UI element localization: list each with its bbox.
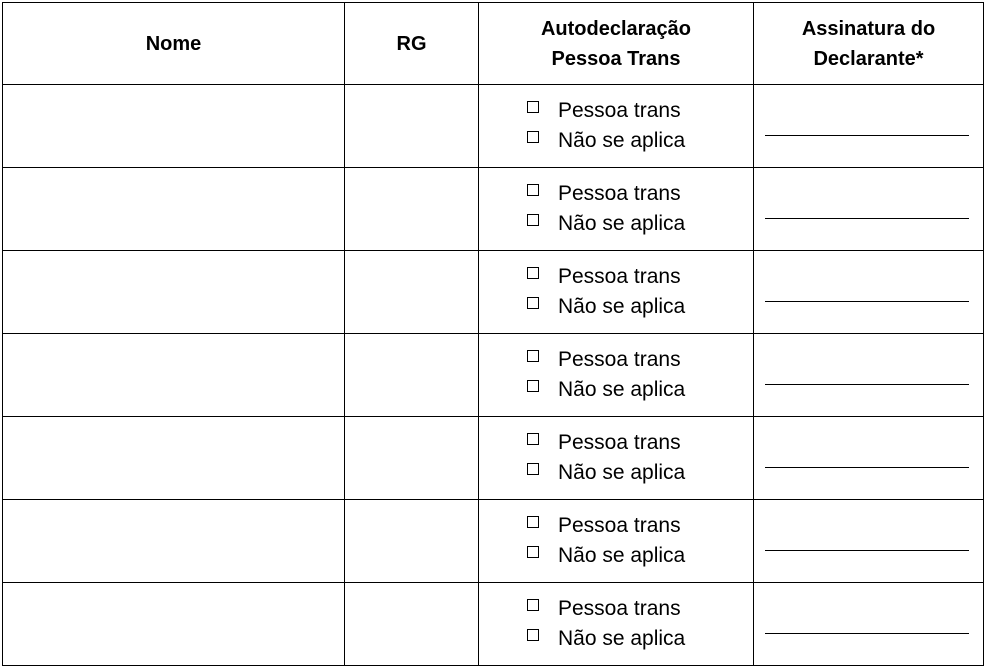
header-self-declaration-line2: Pessoa Trans <box>551 47 681 70</box>
option-not-applicable-label: Não se aplica <box>558 129 686 152</box>
name-cell[interactable] <box>3 417 345 500</box>
rg-cell[interactable] <box>345 334 479 417</box>
header-signature-line2: Declarante* <box>813 47 924 70</box>
rg-cell[interactable] <box>345 417 479 500</box>
name-cell[interactable] <box>3 583 345 666</box>
option-trans[interactable] <box>527 179 753 209</box>
option-trans-label: Pessoa trans <box>558 431 681 454</box>
header-signature-line1: Assinatura do <box>801 17 936 40</box>
signature-cell[interactable] <box>754 168 984 251</box>
rg-cell[interactable] <box>345 583 479 666</box>
option-not-applicable-label: Não se aplica <box>558 627 686 650</box>
option-trans[interactable] <box>527 428 753 458</box>
table-row <box>3 251 984 334</box>
checkbox-trans[interactable] <box>527 101 539 113</box>
signature-line <box>765 467 969 468</box>
self-declaration-cell <box>479 251 754 334</box>
header-signature <box>754 3 984 85</box>
signature-line <box>765 135 969 136</box>
checkbox-trans[interactable] <box>527 184 539 196</box>
checkbox-not-applicable[interactable] <box>527 297 539 309</box>
self-declaration-options <box>479 428 753 488</box>
table-row <box>3 334 984 417</box>
self-declaration-options <box>479 179 753 239</box>
signature-cell[interactable] <box>754 85 984 168</box>
self-declaration-cell <box>479 583 754 666</box>
header-name <box>3 3 345 85</box>
option-not-applicable-label: Não se aplica <box>558 378 686 401</box>
header-name-label: Nome <box>145 32 202 55</box>
checkbox-not-applicable[interactable] <box>527 546 539 558</box>
self-declaration-cell <box>479 500 754 583</box>
self-declaration-cell <box>479 334 754 417</box>
name-cell[interactable] <box>3 251 345 334</box>
header-self-declaration-line1: Autodeclaração <box>540 17 692 40</box>
option-not-applicable-label: Não se aplica <box>558 212 686 235</box>
option-trans-label: Pessoa trans <box>558 265 681 288</box>
checkbox-not-applicable[interactable] <box>527 380 539 392</box>
checkbox-trans[interactable] <box>527 267 539 279</box>
option-not-applicable[interactable] <box>527 541 753 571</box>
option-not-applicable-label: Não se aplica <box>558 295 686 318</box>
option-not-applicable-label: Não se aplica <box>558 461 686 484</box>
option-not-applicable[interactable] <box>527 292 753 322</box>
rg-cell[interactable] <box>345 251 479 334</box>
option-not-applicable-label: Não se aplica <box>558 544 686 567</box>
signature-line <box>765 633 969 634</box>
table-row <box>3 168 984 251</box>
option-trans[interactable] <box>527 594 753 624</box>
option-not-applicable[interactable] <box>527 126 753 156</box>
signature-line <box>765 384 969 385</box>
rg-cell[interactable] <box>345 168 479 251</box>
checkbox-trans[interactable] <box>527 516 539 528</box>
signature-line <box>765 218 969 219</box>
option-not-applicable[interactable] <box>527 375 753 405</box>
option-not-applicable[interactable] <box>527 458 753 488</box>
self-declaration-options <box>479 594 753 654</box>
self-declaration-options <box>479 262 753 322</box>
checkbox-not-applicable[interactable] <box>527 463 539 475</box>
self-declaration-cell <box>479 168 754 251</box>
signature-cell[interactable] <box>754 334 984 417</box>
table-header-row <box>3 3 984 85</box>
signature-line <box>765 301 969 302</box>
checkbox-trans[interactable] <box>527 433 539 445</box>
self-declaration-options <box>479 511 753 571</box>
self-declaration-options <box>479 345 753 405</box>
name-cell[interactable] <box>3 168 345 251</box>
checkbox-trans[interactable] <box>527 350 539 362</box>
signature-cell[interactable] <box>754 500 984 583</box>
option-trans[interactable] <box>527 345 753 375</box>
header-rg <box>345 3 479 85</box>
option-trans-label: Pessoa trans <box>558 182 681 205</box>
table-row <box>3 500 984 583</box>
name-cell[interactable] <box>3 85 345 168</box>
signature-cell[interactable] <box>754 583 984 666</box>
option-not-applicable[interactable] <box>527 624 753 654</box>
option-trans-label: Pessoa trans <box>558 99 681 122</box>
option-trans[interactable] <box>527 262 753 292</box>
checkbox-trans[interactable] <box>527 599 539 611</box>
name-cell[interactable] <box>3 334 345 417</box>
option-trans[interactable] <box>527 96 753 126</box>
name-cell[interactable] <box>3 500 345 583</box>
header-rg-label: RG <box>396 32 427 55</box>
self-declaration-options <box>479 96 753 156</box>
table-row <box>3 85 984 168</box>
option-not-applicable[interactable] <box>527 209 753 239</box>
option-trans-label: Pessoa trans <box>558 597 681 620</box>
table-row <box>3 583 984 666</box>
table-row <box>3 417 984 500</box>
header-self-declaration <box>479 3 754 85</box>
self-declaration-cell <box>479 85 754 168</box>
rg-cell[interactable] <box>345 500 479 583</box>
option-trans-label: Pessoa trans <box>558 348 681 371</box>
declaration-form-table <box>2 2 984 666</box>
option-trans[interactable] <box>527 511 753 541</box>
checkbox-not-applicable[interactable] <box>527 629 539 641</box>
self-declaration-cell <box>479 417 754 500</box>
rg-cell[interactable] <box>345 85 479 168</box>
signature-line <box>765 550 969 551</box>
checkbox-not-applicable[interactable] <box>527 214 539 226</box>
option-trans-label: Pessoa trans <box>558 514 681 537</box>
signature-cell[interactable] <box>754 417 984 500</box>
checkbox-not-applicable[interactable] <box>527 131 539 143</box>
signature-cell[interactable] <box>754 251 984 334</box>
form-body <box>3 85 984 666</box>
